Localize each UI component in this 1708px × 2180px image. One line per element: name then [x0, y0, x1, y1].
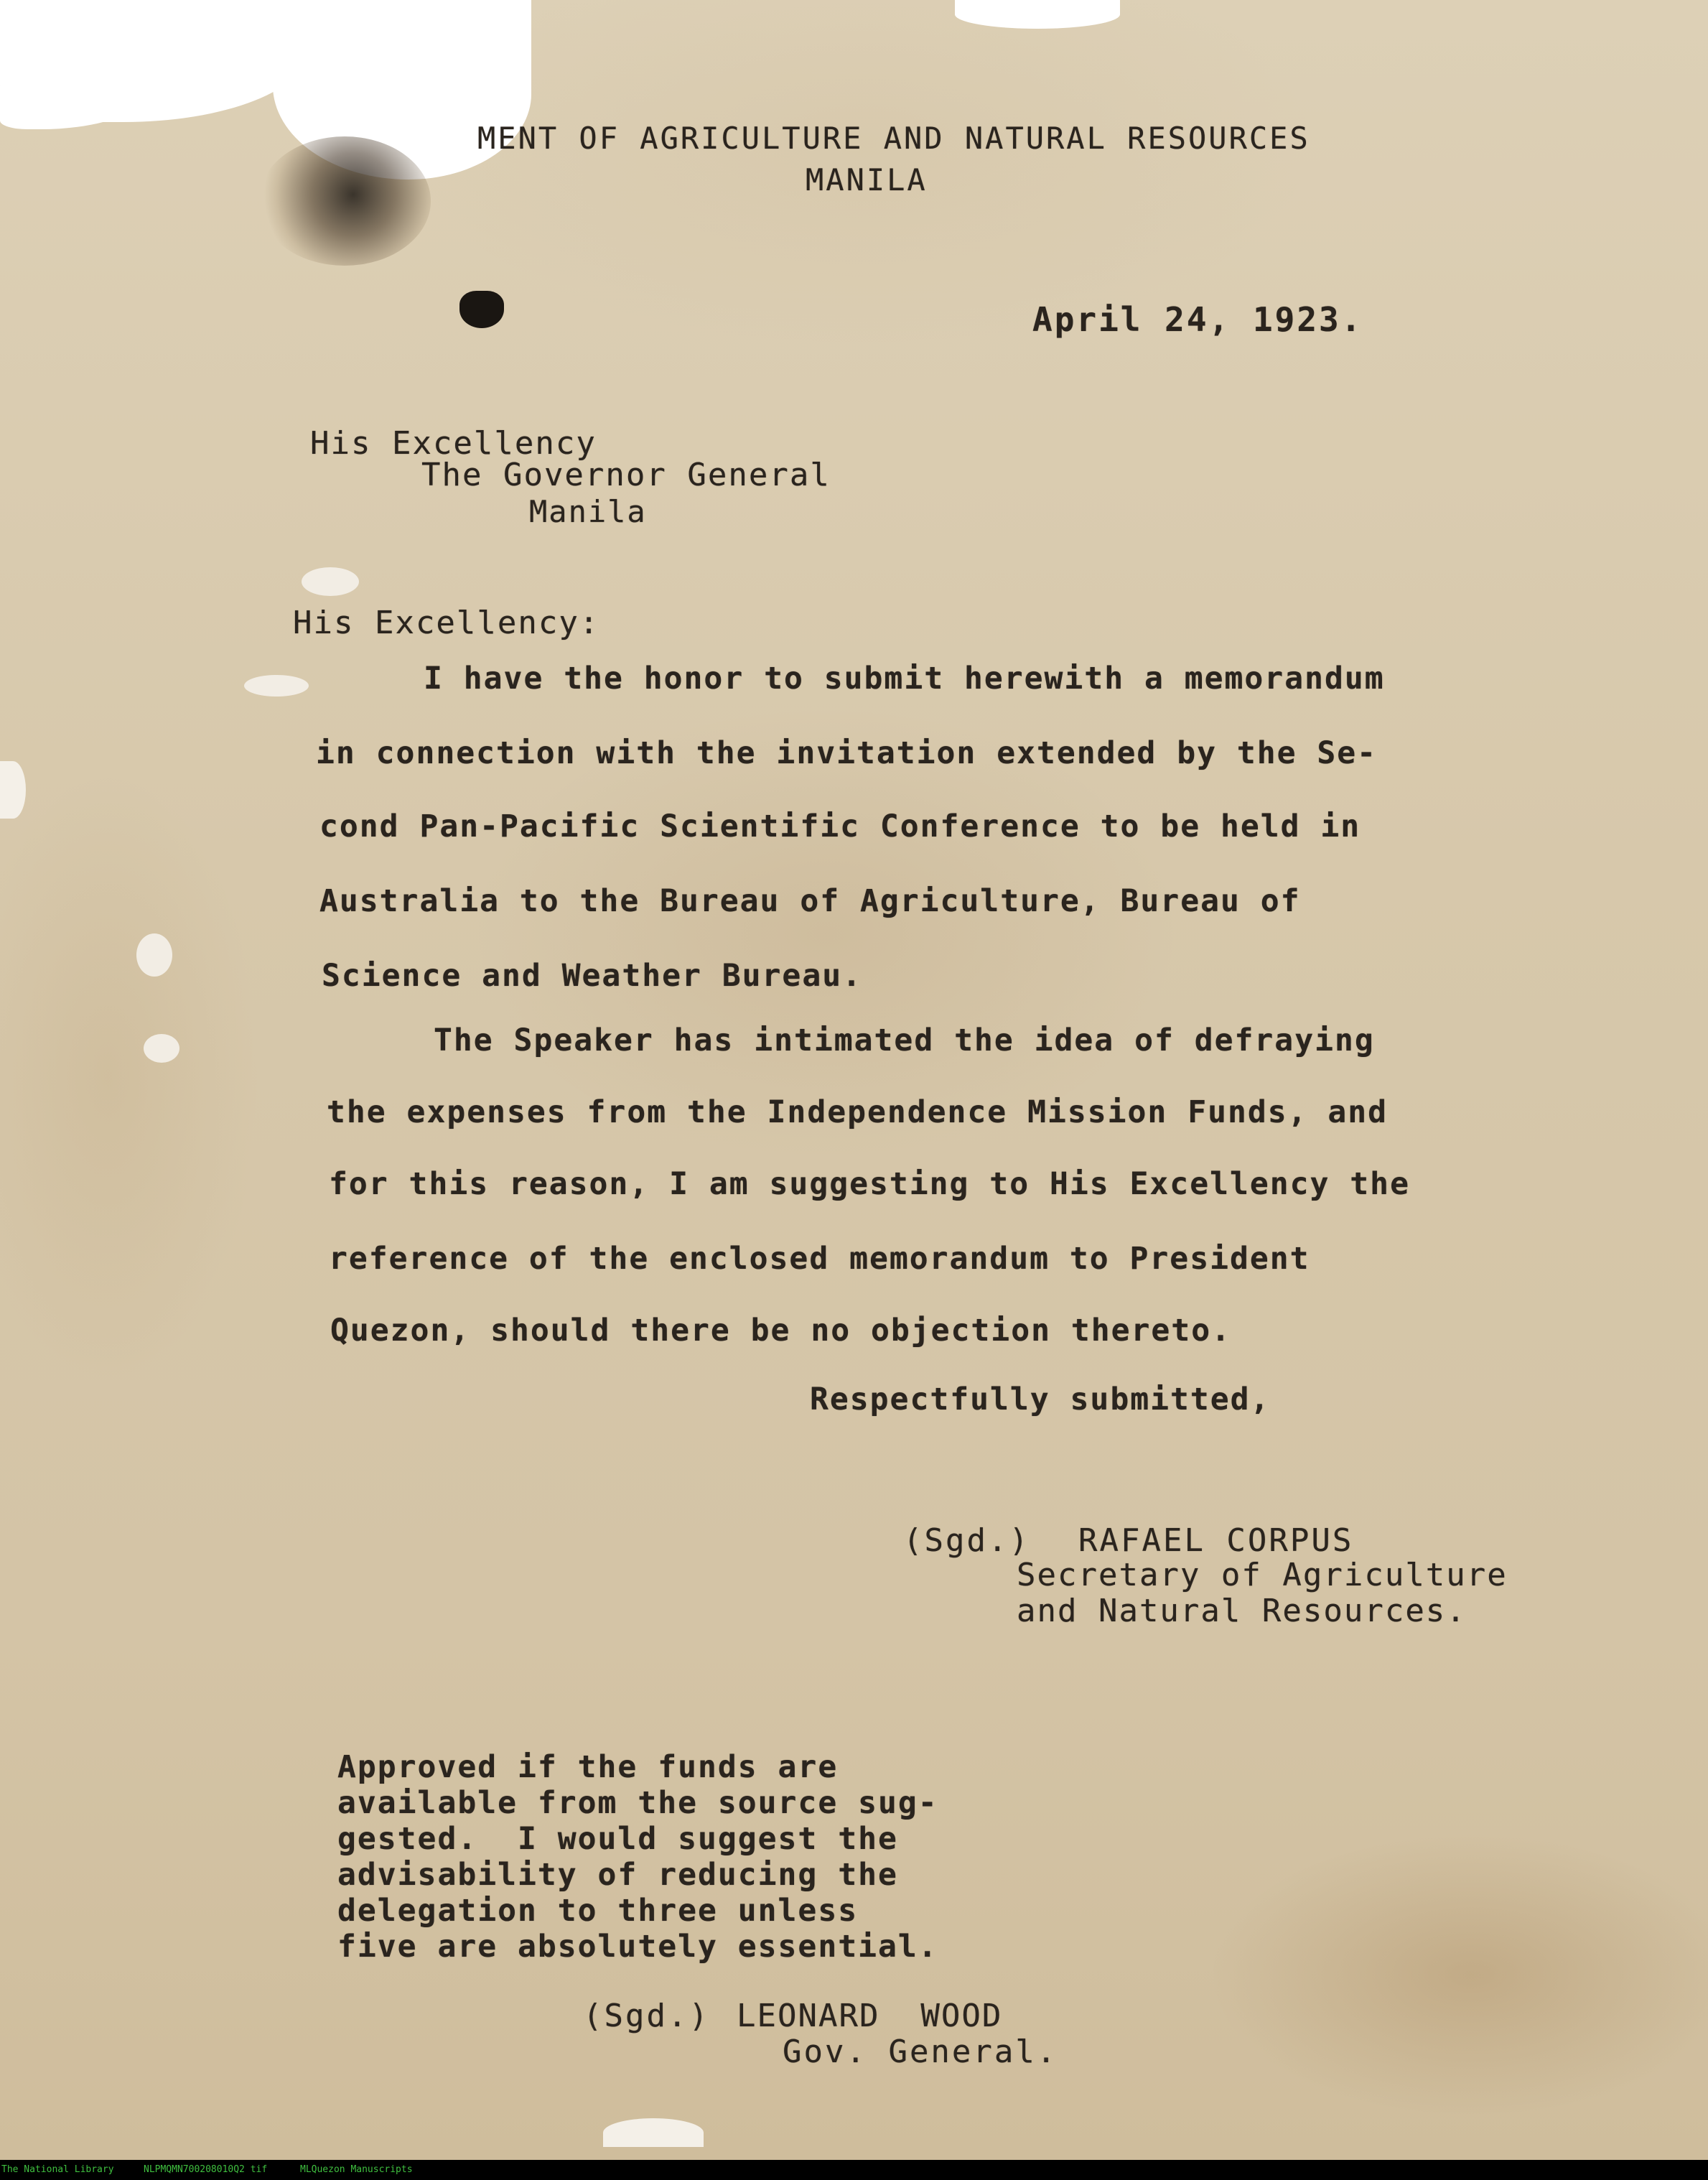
approval-sgd: (Sgd.)	[583, 1998, 710, 2034]
letterhead-department: MENT OF AGRICULTURE AND NATURAL RESOURCES	[477, 121, 1310, 156]
signature-title-2: and Natural Resources.	[1017, 1593, 1467, 1629]
paragraph-1-line-3: cond Pan-Pacific Scientific Conference to be held in	[319, 809, 1361, 844]
paragraph-2-line-1: The Speaker has intimated the idea of defraying	[434, 1023, 1375, 1058]
burn-stain	[258, 136, 431, 266]
addressee-line-1: His Excellency	[310, 425, 597, 462]
approval-line-4: advisability of reducing the	[337, 1857, 898, 1893]
approval-line-2: available from the source sug-	[337, 1785, 938, 1821]
letter-date: April 24, 1923.	[1032, 300, 1363, 339]
paragraph-1-line-4: Australia to the Bureau of Agriculture, Bureau of	[319, 883, 1301, 919]
addressee-line-2: The Governor General	[421, 457, 831, 493]
approval-line-5: delegation to three unless	[337, 1893, 859, 1929]
torn-fleck-1	[302, 567, 359, 596]
footer-collection: MLQuezon Manuscripts	[300, 2164, 413, 2175]
paragraph-1-line-1: I have the honor to submit herewith a memorandum	[424, 661, 1385, 697]
hole-mark	[459, 291, 504, 328]
torn-edge-top-right	[955, 0, 1120, 29]
paragraph-2-line-2: the expenses from the Independence Mission Funds, and	[327, 1094, 1389, 1130]
footer-file-id: NLPMQMN700208010Q2 tif	[144, 2164, 268, 2175]
torn-fleck-5	[144, 1034, 179, 1063]
torn-fleck-2	[244, 675, 309, 697]
paragraph-2-line-3: for this reason, I am suggesting to His Excellency the	[329, 1166, 1410, 1202]
signature-name: RAFAEL CORPUS	[1078, 1522, 1354, 1559]
torn-fleck-3	[0, 761, 26, 819]
footer-library: The National Library	[1, 2164, 114, 2175]
paragraph-1-line-2: in connection with the invitation extended by the Se-	[316, 735, 1378, 771]
approval-title: Gov. General.	[783, 2034, 1058, 2070]
torn-fleck-4	[136, 933, 172, 977]
addressee-line-3: Manila	[529, 494, 647, 529]
salutation: His Excellency:	[293, 605, 600, 641]
approval-line-1: Approved if the funds are	[337, 1749, 839, 1785]
approval-line-6: five are absolutely essential.	[337, 1929, 938, 1965]
signature-title-1: Secretary of Agriculture	[1017, 1557, 1508, 1593]
signature-sgd: (Sgd.)	[903, 1522, 1030, 1559]
paragraph-2-line-4: reference of the enclosed memorandum to President	[329, 1241, 1310, 1277]
letterhead-city: MANILA	[806, 162, 928, 197]
torn-fleck-6	[603, 2118, 704, 2147]
paragraph-2-line-5: Quezon, should there be no objection thereto.	[330, 1313, 1231, 1348]
approval-line-3: gested. I would suggest the	[337, 1821, 898, 1857]
closing: Respectfully submitted,	[810, 1382, 1271, 1417]
paragraph-1-line-5: Science and Weather Bureau.	[322, 958, 862, 994]
torn-edge-top-left-lower	[0, 86, 136, 129]
approval-name: LEONARD WOOD	[737, 1998, 1003, 2034]
